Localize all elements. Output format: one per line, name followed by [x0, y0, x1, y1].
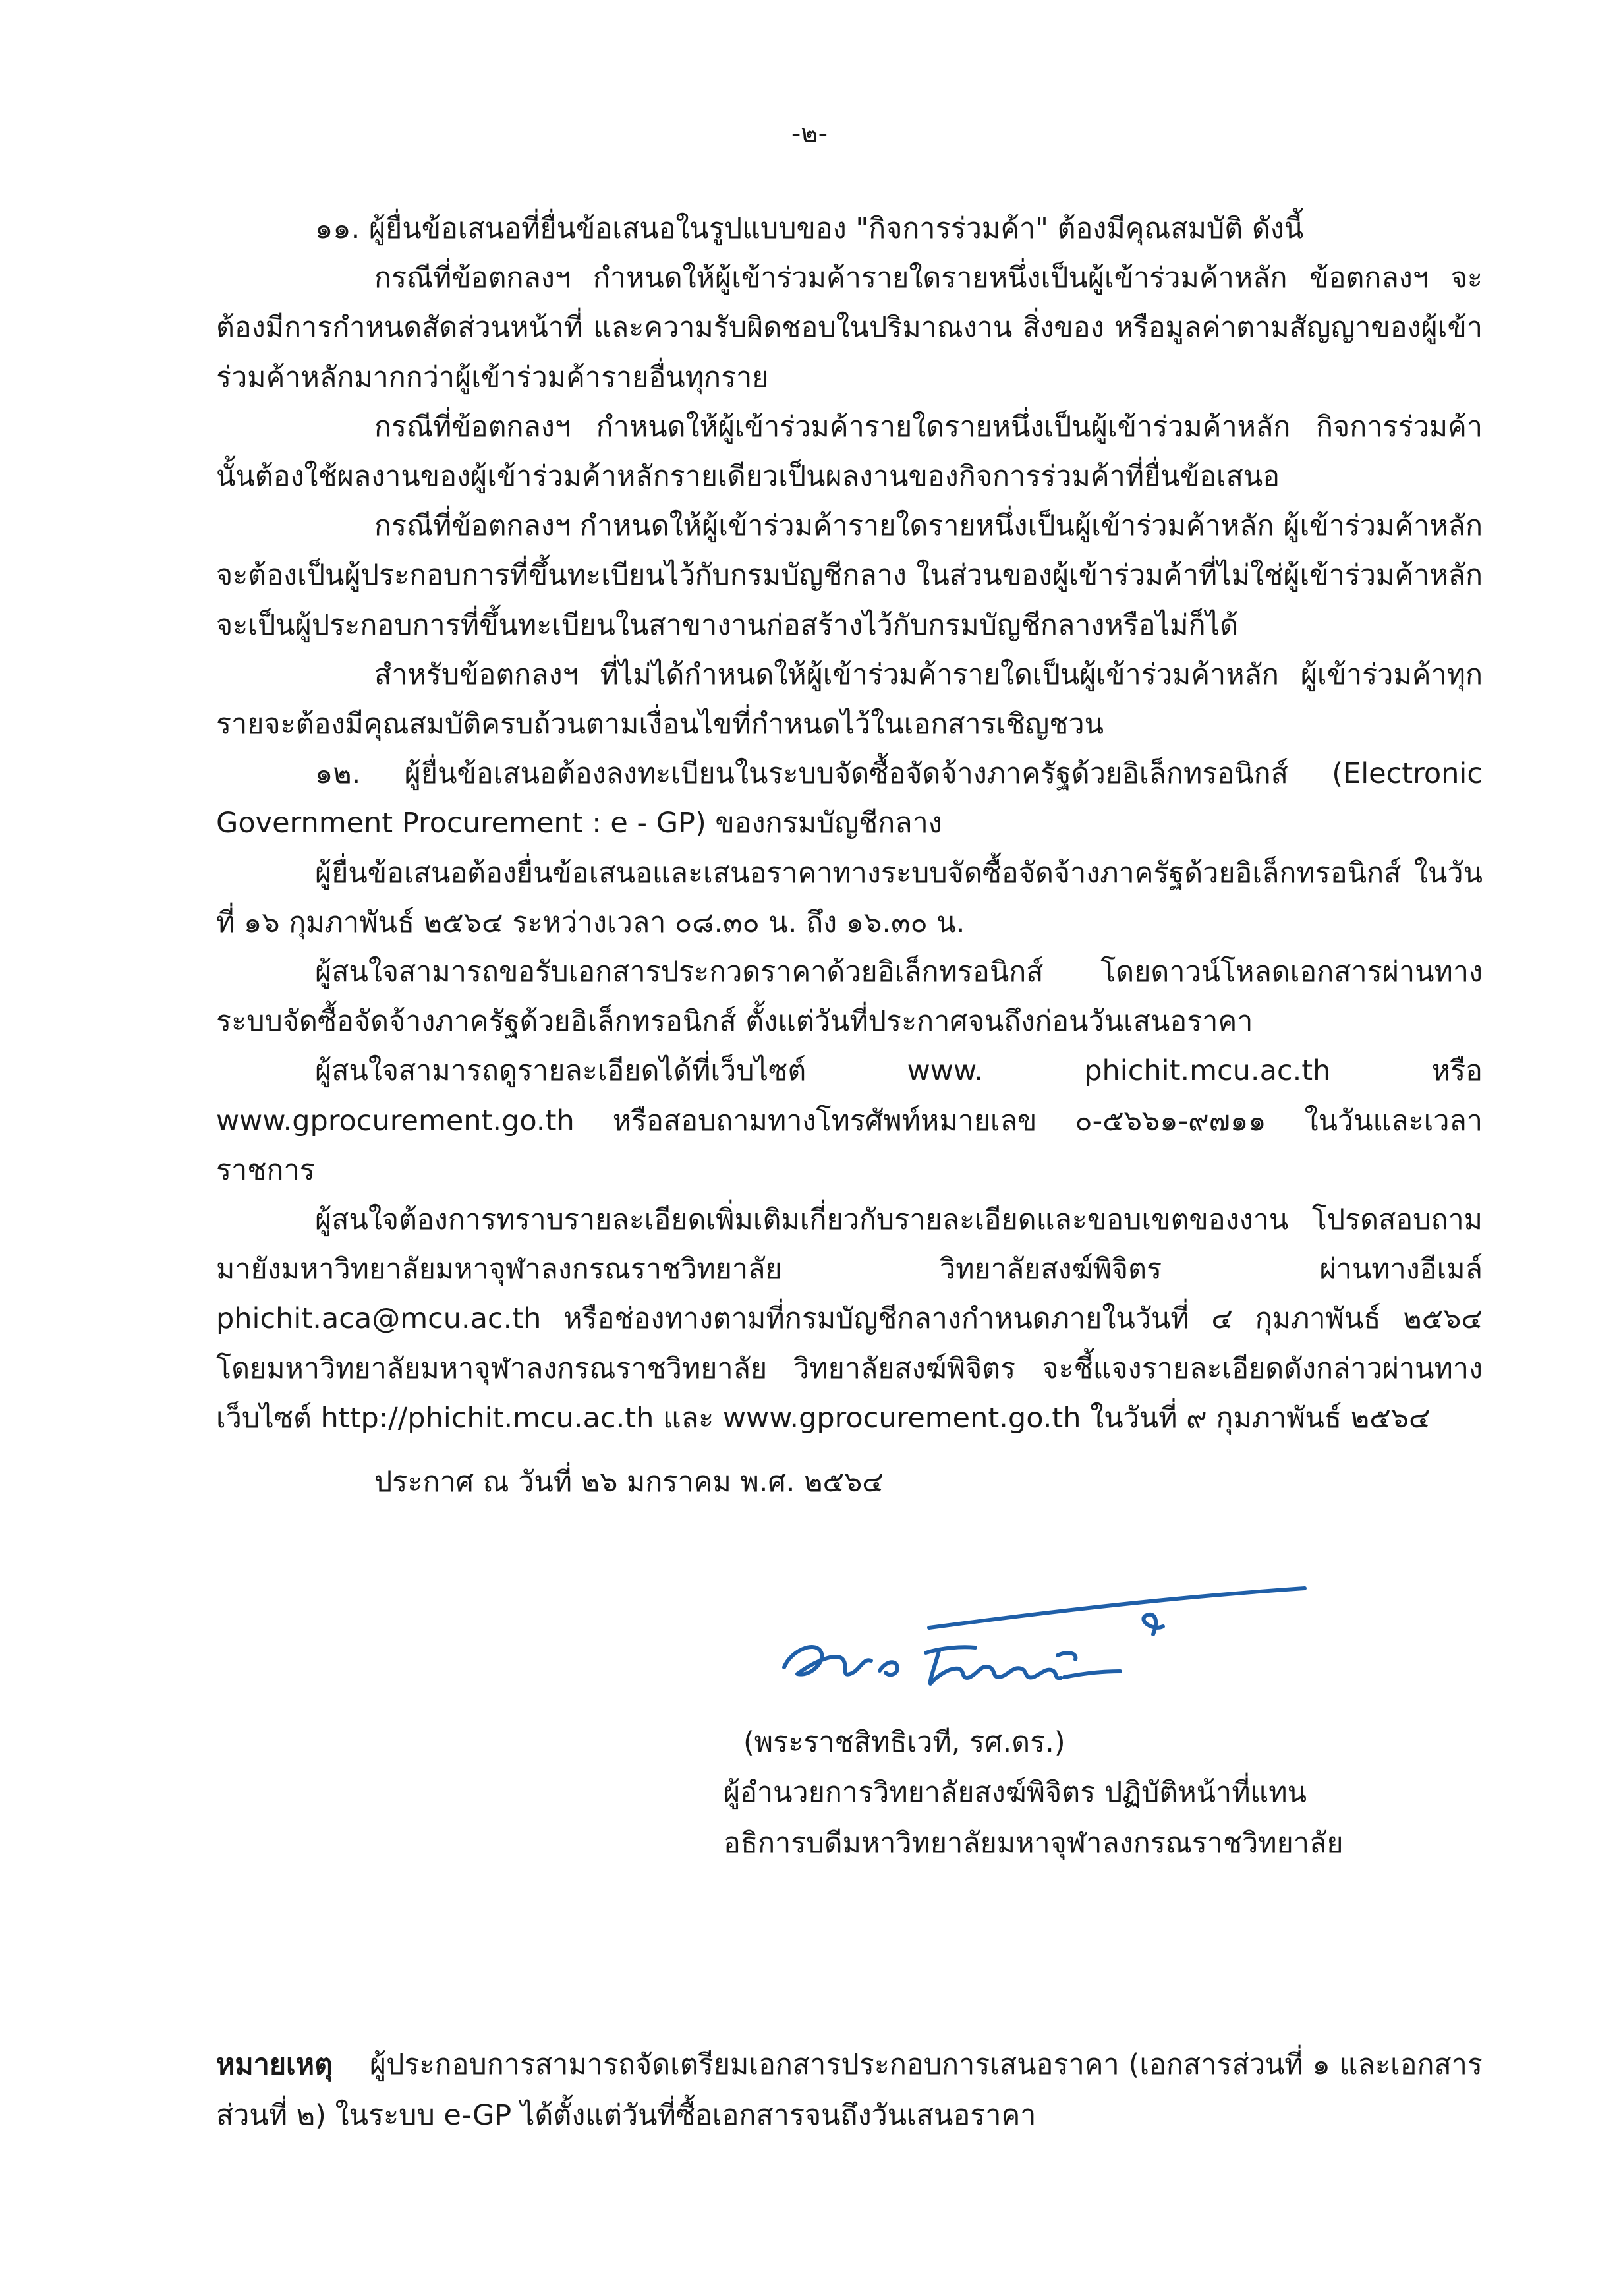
- remark-note: [216, 2040, 1483, 2141]
- paragraph-submission-date: ผู้ยื่นข้อเสนอต้องยื่นข้อเสนอและเสนอราคาทางระบบจัดซื้อจัดจ้างภาครัฐด้วยอิเล็กทรอนิกส์ ในวันที่ ๑๖ กุมภาพันธ์ ๒๕๖๔ ระหว่างเวลา ๐๘.๓๐ น. ถึง ๑๖.๓๐ น.: [216, 856, 1483, 939]
- paragraph-lead-partner-share: กรณีที่ข้อตกลงฯ กำหนดให้ผู้เข้าร่วมค้ารายใดรายหนึ่งเป็นผู้เข้าร่วมค้าหลัก ข้อตกลงฯ จะต้องมีการกำหนดสัดส่วนหน้าที่ และความรับผิดชอบในปริมาณงาน สิ่งของ หรือมูลค่าตามสัญญาของผู้เข้าร่วมค้าหลักมากกว่าผู้เข้าร่วมค้ารายอื่นทุกราย: [216, 262, 1483, 394]
- handwritten-signature: [698, 1542, 1331, 1700]
- signer-name: (พระราชสิทธิเวที, รศ.ดร.): [743, 1726, 1065, 1759]
- document-body: [216, 204, 1483, 1507]
- paragraph-lead-partner-works: กรณีที่ข้อตกลงฯ กำหนดให้ผู้เข้าร่วมค้ารายใดรายหนึ่งเป็นผู้เข้าร่วมค้าหลัก กิจการร่วมค้านั้นต้องใช้ผลงานของผู้เข้าร่วมค้าหลักรายเดียวเป็นผลงานของกิจการร่วมค้าที่ยื่นข้อเสนอ: [216, 410, 1483, 494]
- remark-label: หมายเหตุ: [216, 2048, 333, 2081]
- signer-position-line-1: ผู้อำนวยการวิทยาลัยสงฆ์พิจิตร ปฏิบัติหน้าที่แทน: [724, 1776, 1307, 1809]
- paragraph-website-contact: ผู้สนใจสามารถดูรายละเอียดได้ที่เว็บไซต์ www. phichit.mcu.ac.th หรือ www.gprocurement.go.th หรือสอบถามทางโทรศัพท์หมายเลข ๐-๕๖๖๑-๙๗๑๑ ในวันและเวลาราชการ: [216, 1054, 1483, 1187]
- paragraph-12-egp-registration: ๑๒. ผู้ยื่นข้อเสนอต้องลงทะเบียนในระบบจัดซื้อจัดจ้างภาครัฐด้วยอิเล็กทรอนิกส์ (Electronic Government Procurement : e - GP) ของกรมบัญชีกลาง: [216, 757, 1483, 840]
- paragraph-no-lead-partner: สำหรับข้อตกลงฯ ที่ไม่ได้กำหนดให้ผู้เข้าร่วมค้ารายใดเป็นผู้เข้าร่วมค้าหลัก ผู้เข้าร่วมค้าทุกรายจะต้องมีคุณสมบัติครบถ้วนตามเงื่อนไขที่กำหนดไว้ในเอกสารเชิญชวน: [216, 658, 1483, 741]
- remark-text: ผู้ประกอบการสามารถจัดเตรียมเอกสารประกอบการเสนอราคา (เอกสารส่วนที่ ๑ และเอกสารส่วนที่ ๒) ในระบบ e-GP ได้ตั้งแต่วันที่ซื้อเอกสารจนถึงวันเสนอราคา: [216, 2048, 1483, 2132]
- page-number: -๒-: [791, 119, 828, 149]
- remark-spacer: [342, 2048, 360, 2081]
- paragraph-document-download: ผู้สนใจสามารถขอรับเอกสารประกวดราคาด้วยอิเล็กทรอนิกส์ โดยดาวน์โหลดเอกสารผ่านทางระบบจัดซื้อจัดจ้างภาครัฐด้วยอิเล็กทรอนิกส์ ตั้งแต่วันที่ประกาศจนถึงก่อนวันเสนอราคา: [216, 956, 1483, 1039]
- signature-stroke: [784, 1588, 1305, 1684]
- signature-block: [659, 1542, 1483, 1898]
- paragraph-11-heading: ๑๑. ผู้ยื่นข้อเสนอที่ยื่นข้อเสนอในรูปแบบของ "กิจการร่วมค้า" ต้องมีคุณสมบัติ ดังนี้: [315, 212, 1304, 245]
- paragraph-inquiry-details: ผู้สนใจต้องการทราบรายละเอียดเพิ่มเติมเกี่ยวกับรายละเอียดและขอบเขตของงาน โปรดสอบถามมายังมหาวิทยาลัยมหาจุฬาลงกรณราชวิทยาลัย วิทยาลัยสงฆ์พิจิตร ผ่านทางอีเมล์ phichit.aca@mcu.ac.th หรือช่องทางตามที่กรมบัญชีกลางกำหนดภายในวันที่ ๔ กุมภาพันธ์ ๒๕๖๔ โดยมหาวิทยาลัยมหาจุฬาลงกรณราชวิทยาลัย วิทยาลัยสงฆ์พิจิตร จะชี้แจงรายละเอียดดังกล่าวผ่านทางเว็บไซต์ http://phichit.mcu.ac.th และ www.gprocurement.go.th ในวันที่ ๙ กุมภาพันธ์ ๒๕๖๔: [216, 1203, 1483, 1435]
- announcement-date: ประกาศ ณ วันที่ ๒๖ มกราคม พ.ศ. ๒๕๖๔: [374, 1466, 884, 1499]
- paragraph-lead-partner-registration: กรณีที่ข้อตกลงฯ กำหนดให้ผู้เข้าร่วมค้ารายใดรายหนึ่งเป็นผู้เข้าร่วมค้าหลัก ผู้เข้าร่วมค้าหลักจะต้องเป็นผู้ประกอบการที่ขึ้นทะเบียนไว้กับกรมบัญชีกลาง ในส่วนของผู้เข้าร่วมค้าที่ไม่ใช่ผู้เข้าร่วมค้าหลักจะเป็นผู้ประกอบการที่ขึ้นทะเบียนในสาขางานก่อสร้างไว้กับกรมบัญชีกลางหรือไม่ก็ได้: [216, 509, 1483, 642]
- signer-position-line-2: อธิการบดีมหาวิทยาลัยมหาจุฬาลงกรณราชวิทยาลัย: [724, 1827, 1344, 1860]
